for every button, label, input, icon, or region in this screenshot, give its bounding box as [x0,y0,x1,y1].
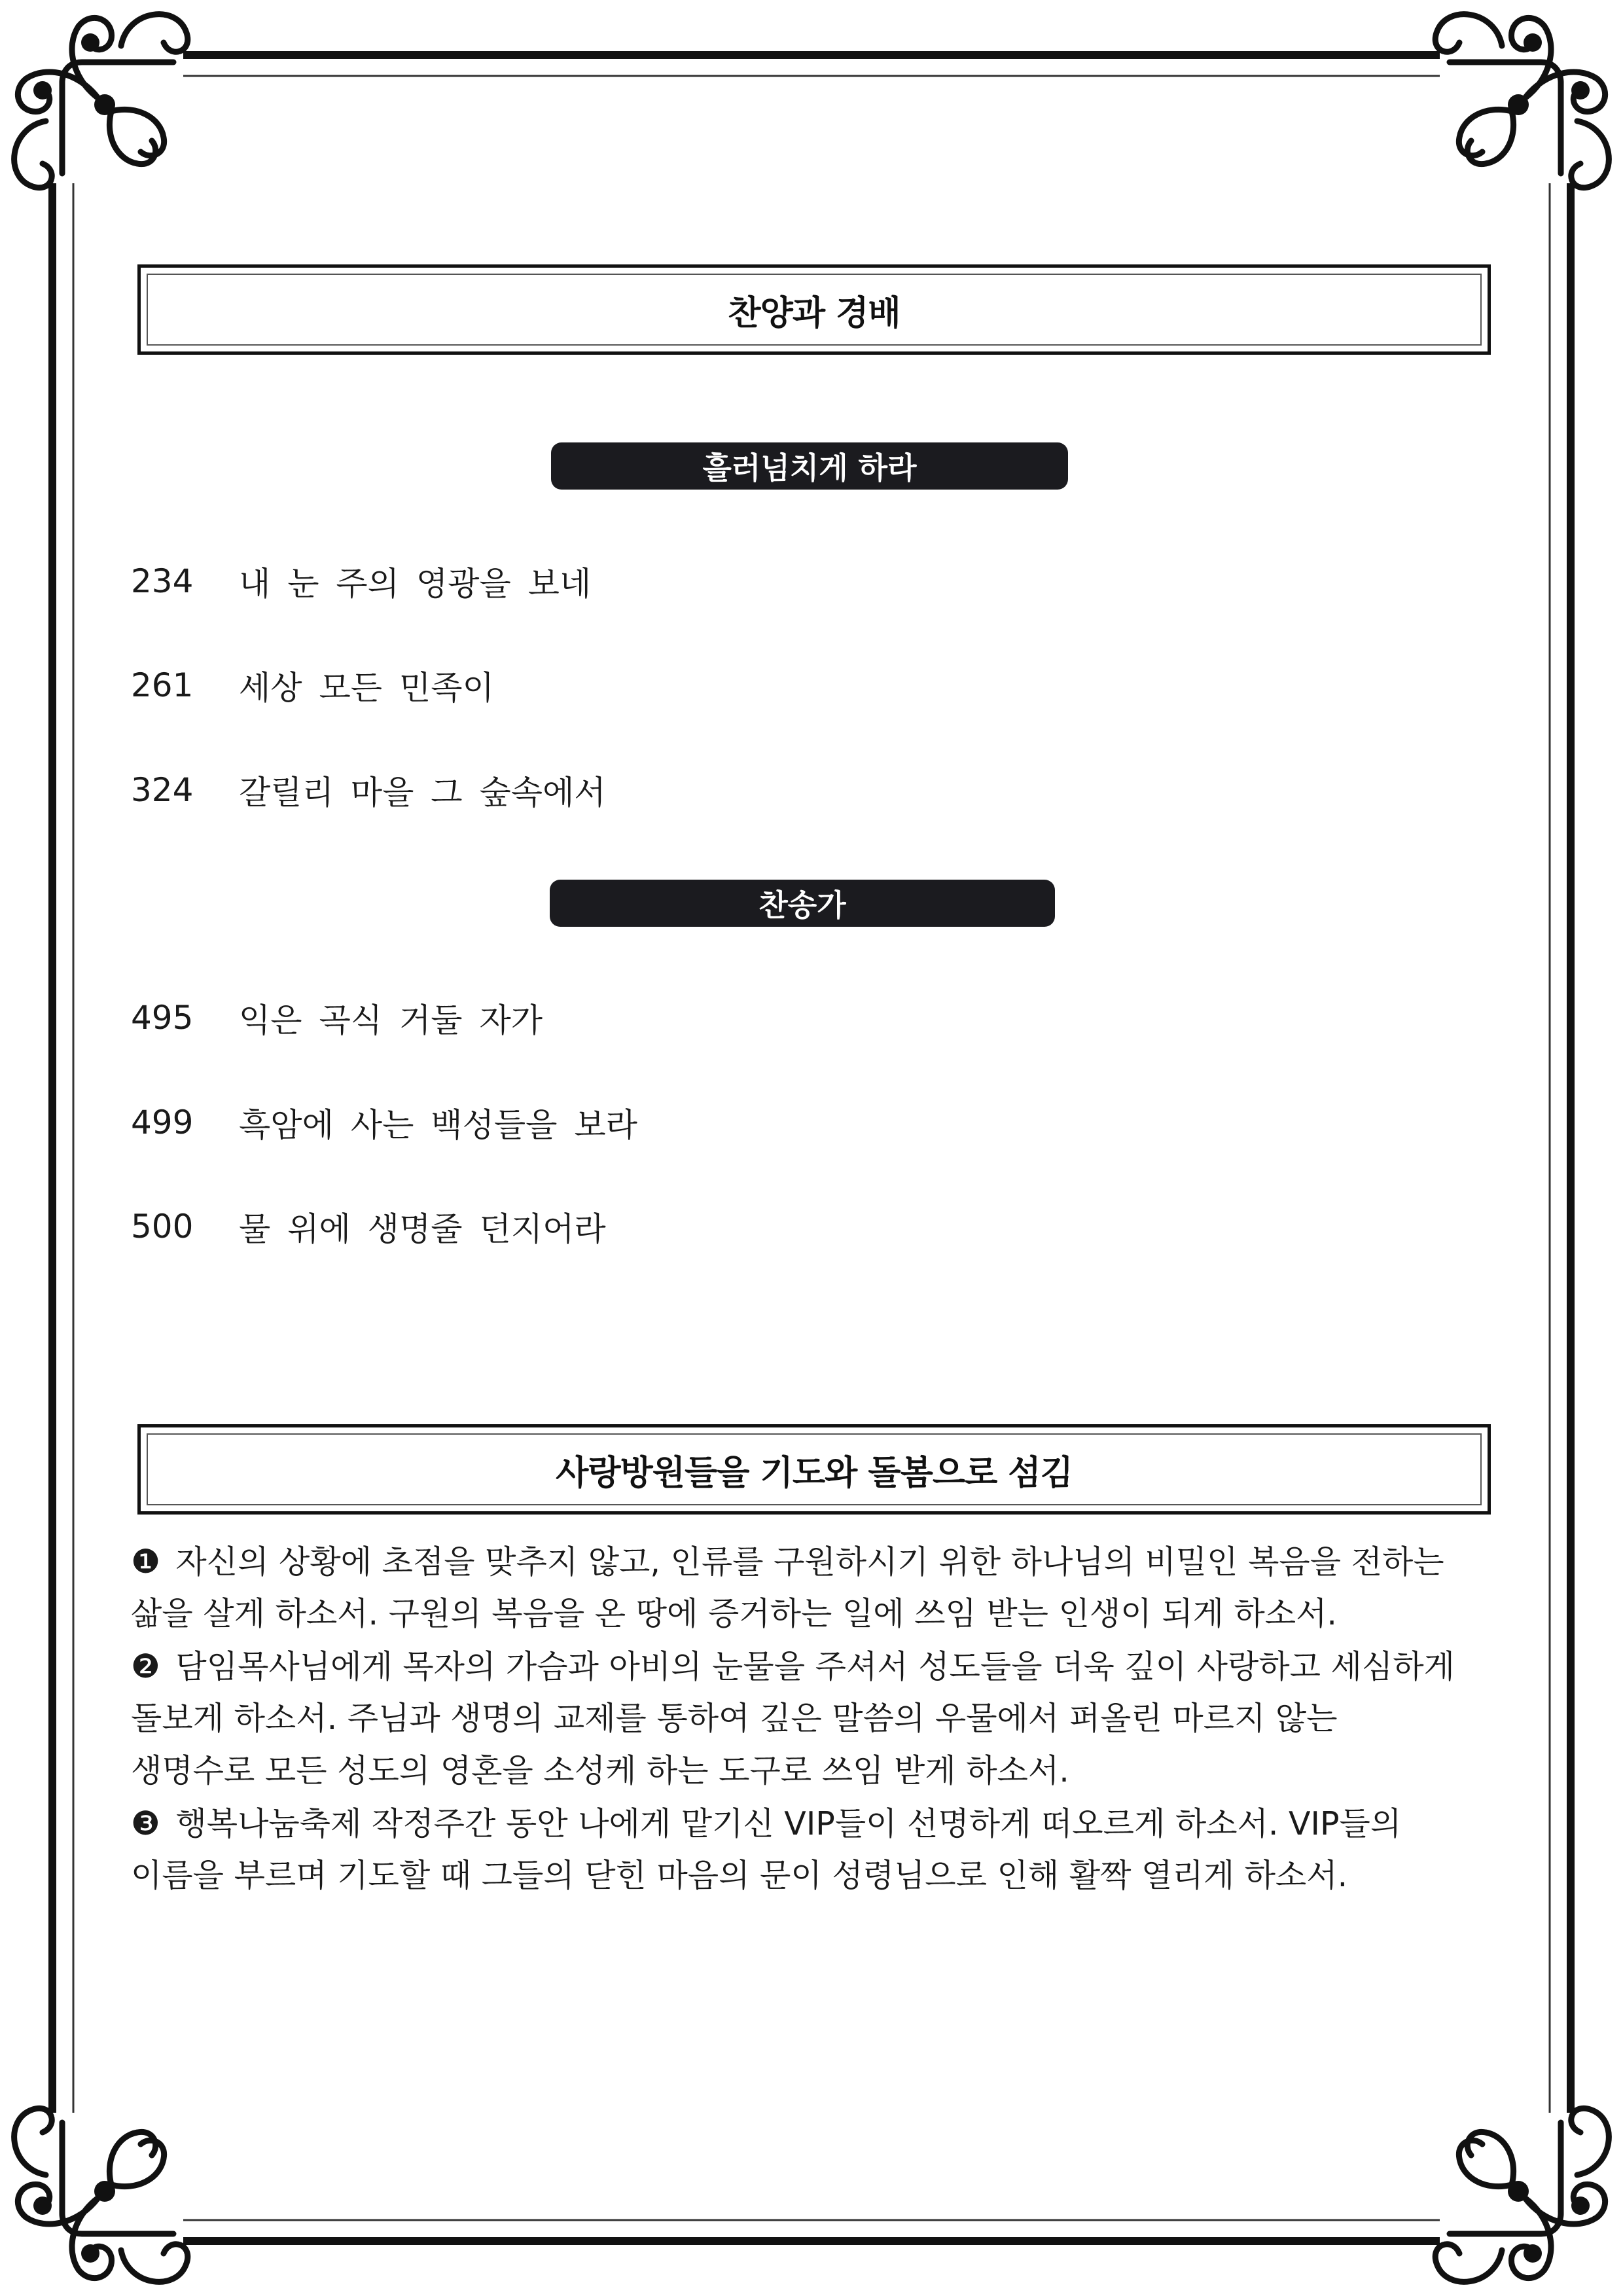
hymn-header: 찬송가 [550,880,1055,927]
prayer-line: 삶을 살게 하소서. 구원의 복음을 온 땅에 증거하는 일에 쓰임 받는 인생이 되게 하소서. [131,1595,1337,1632]
song-number: 324 [131,771,194,809]
hymn-song [131,1204,606,1249]
prayer-text: 행복나눔축제 작정주간 동안 나에게 맡기신 VIP들이 선명하게 떠오르게 하소서. VIP들의 [175,1805,1402,1842]
prayer-text: 담임목사님에게 목자의 가슴과 아비의 눈물을 주셔서 성도들을 더욱 깊이 사랑하고 세심하게 [175,1648,1455,1685]
corner-ornament-top-right [1435,0,1623,188]
song-title: 익은 곡식 거둘 자가 [239,1001,543,1039]
hymn-song [131,1100,637,1145]
prayer-list [131,1535,1492,1902]
song-number: 234 [131,562,194,600]
number-marker-1: ❶ [131,1543,160,1581]
song-number: 495 [131,999,194,1037]
praise-song [131,558,591,604]
prayer-line [131,1535,1492,1588]
corner-ornament-bottom-right [1435,2108,1623,2296]
number-marker-3: ❸ [131,1804,160,1842]
prayer-line [131,1640,1492,1693]
song-number: 499 [131,1103,194,1141]
frame-border-outer [52,55,1571,2241]
corner-ornament-bottom-left [0,2108,188,2296]
song-number: 500 [131,1208,194,1246]
praise-song [131,767,606,813]
worship-title: 찬양과 경배 [147,274,1482,346]
prayer-line: 이름을 부르며 기도할 때 그들의 닫힌 마음의 문이 성령님으로 인해 활짝 열리게 하소서. [131,1857,1348,1894]
song-number: 261 [131,666,194,704]
number-marker-2: ❷ [131,1647,160,1685]
corner-ornament-top-left [0,0,188,188]
prayer-line: 생명수로 모든 성도의 영혼을 소성케 하는 도구로 쓰임 받게 하소서. [131,1752,1069,1789]
prayer-line [131,1797,1492,1850]
song-title: 갈릴리 마을 그 숲속에서 [239,774,606,812]
song-title: 흑암에 사는 백성들을 보라 [239,1106,637,1144]
prayer-text: 자신의 상황에 초점을 맞추지 않고, 인류를 구원하시기 위한 하나님의 비밀인 복음을 전하는 [175,1543,1444,1581]
prayer-title-box [137,1424,1491,1515]
song-title: 세상 모든 민족이 [239,669,494,707]
prayer-line: 돌보게 하소서. 주님과 생명의 교제를 통하여 깊은 말씀의 우물에서 퍼올린 마르지 않는 [131,1700,1338,1737]
song-title: 내 눈 주의 영광을 보네 [239,565,592,603]
worship-title-box [137,264,1491,355]
song-title: 물 위에 생명줄 던지어라 [239,1210,606,1248]
hymn-song [131,995,543,1041]
praise-header: 흘러넘치게 하라 [551,442,1068,490]
praise-song [131,662,494,708]
prayer-title: 사랑방원들을 기도와 돌봄으로 섬김 [147,1433,1482,1505]
